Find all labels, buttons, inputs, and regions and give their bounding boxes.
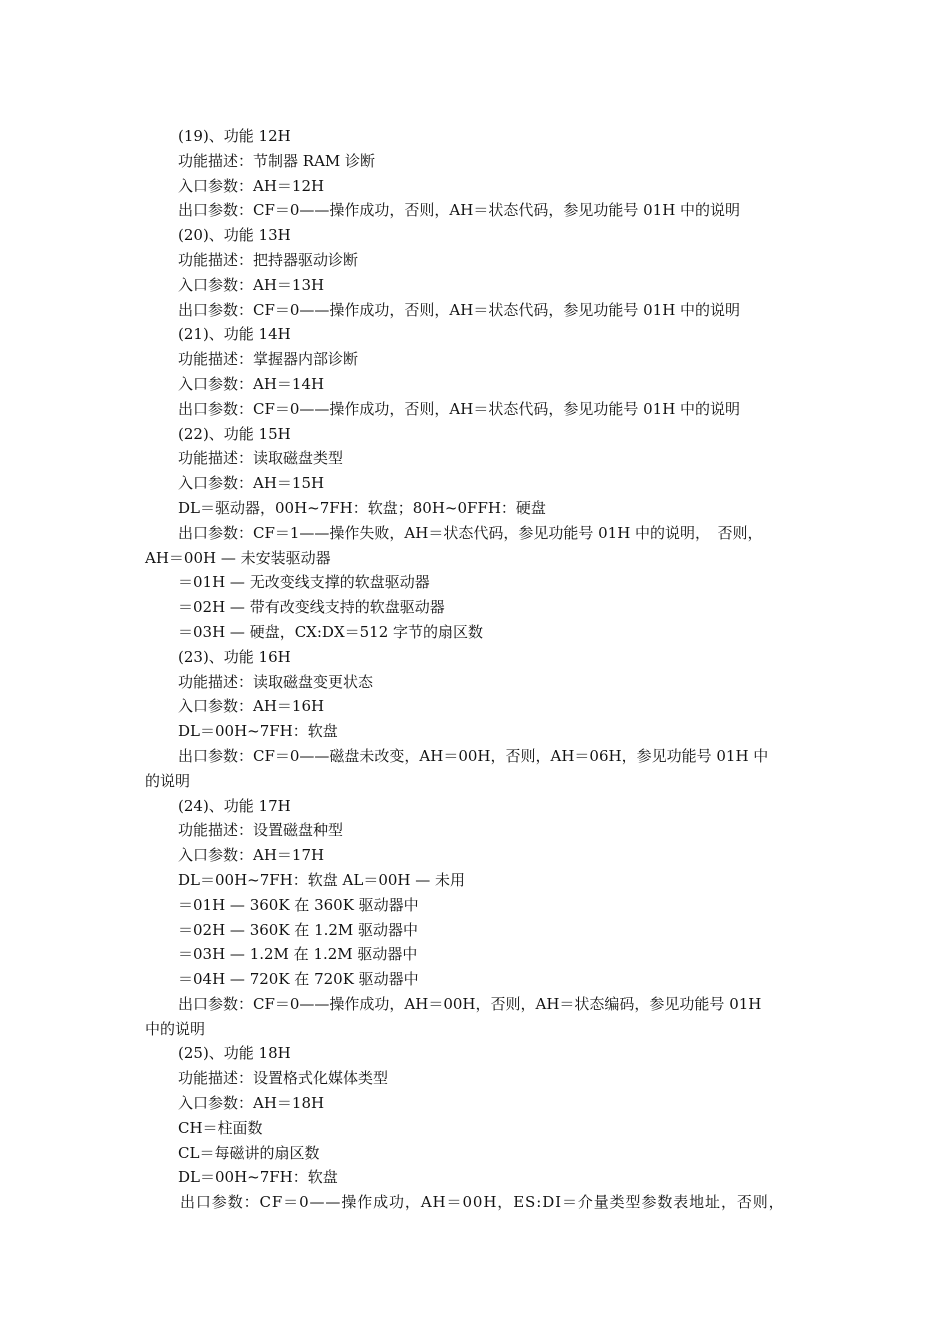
text-line: 入口参数：AH＝16H	[178, 697, 325, 716]
text-line: AH＝00H — 未安装驱动器	[145, 548, 331, 567]
text-line: 中的说明	[145, 1019, 206, 1038]
text-line: ＝03H — 1.2M 在 1.2M 驱动器中	[178, 945, 418, 964]
text-line: 入口参数：AH＝14H	[178, 374, 325, 393]
text-line: 出口参数：CF＝0——操作成功，否则，AH＝状态代码，参见功能号 01H 中的说明	[178, 399, 741, 418]
text-line: ＝04H — 720K 在 720K 驱动器中	[178, 970, 419, 989]
text-line: DL＝驱动器，00H~7FH：软盘；80H~0FFH：硬盘	[178, 498, 546, 517]
text-line: 入口参数：AH＝13H	[178, 275, 325, 294]
text-line: CL＝每磁讲的扇区数	[178, 1143, 320, 1162]
text-line: 入口参数：AH＝17H	[178, 846, 325, 865]
text-line: 入口参数：AH＝15H	[178, 474, 325, 493]
text-line: ＝03H — 硬盘，CX:DX＝512 字节的扇区数	[178, 622, 484, 641]
text-line: (20)、功能 13H	[178, 226, 291, 245]
text-line: 功能描述：设置磁盘种型	[178, 821, 344, 840]
text-line: (23)、功能 16H	[178, 647, 291, 666]
text-line: 出口参数：CF＝1——操作失败，AH＝状态代码，参见功能号 01H 中的说明， 否则，	[178, 523, 763, 542]
text-line: 功能描述：节制器 RAM 诊断	[178, 151, 376, 170]
text-line: ＝02H — 360K 在 1.2M 驱动器中	[178, 920, 419, 939]
text-line: (22)、功能 15H	[178, 424, 291, 443]
text-line: 出口参数：CF＝0——操作成功，否则，AH＝状态代码，参见功能号 01H 中的说明	[178, 300, 741, 319]
text-line: CH＝柱面数	[178, 1118, 263, 1137]
text-line: (21)、功能 14H	[178, 325, 291, 344]
text-line: 功能描述：读取磁盘变更状态	[178, 672, 374, 691]
text-line: 功能描述：把持器驱动诊断	[178, 250, 359, 269]
text-line: 功能描述：掌握器内部诊断	[178, 350, 359, 369]
text-line: ＝01H — 无改变线支撑的软盘驱动器	[178, 573, 430, 592]
text-line: 出口参数：CF＝0——操作成功，AH＝00H，ES:DI＝介量类型参数表地址，否则，	[180, 1193, 785, 1212]
text-line: 出口参数：CF＝0——操作成功，AH＝00H，否则，AH＝状态编码，参见功能号 01H	[178, 994, 762, 1013]
text-line: DL＝00H~7FH：软盘 AL＝00H — 未用	[178, 870, 466, 889]
text-line: ＝02H — 带有改变线支持的软盘驱动器	[178, 598, 445, 617]
text-line: 出口参数：CF＝0——操作成功，否则，AH＝状态代码，参见功能号 01H 中的说明	[178, 201, 741, 220]
text-line: 出口参数：CF＝0——磁盘未改变，AH＝00H，否则，AH＝06H，参见功能号 01H 中	[178, 746, 769, 765]
text-line: DL＝00H~7FH：软盘	[178, 1168, 338, 1187]
text-line: 功能描述：设置格式化媒体类型	[178, 1069, 389, 1088]
text-line: ＝01H — 360K 在 360K 驱动器中	[178, 895, 419, 914]
text-line: 入口参数：AH＝12H	[178, 176, 325, 195]
text-line: DL＝00H~7FH：软盘	[178, 722, 338, 741]
text-line: (24)、功能 17H	[178, 796, 291, 815]
text-line: 入口参数：AH＝18H	[178, 1094, 325, 1113]
text-line: (19)、功能 12H	[178, 127, 291, 145]
text-line: 功能描述：读取磁盘类型	[178, 449, 344, 468]
document-body	[145, 124, 825, 1215]
text-line: 的说明	[145, 771, 191, 790]
text-line: (25)、功能 18H	[178, 1044, 291, 1063]
